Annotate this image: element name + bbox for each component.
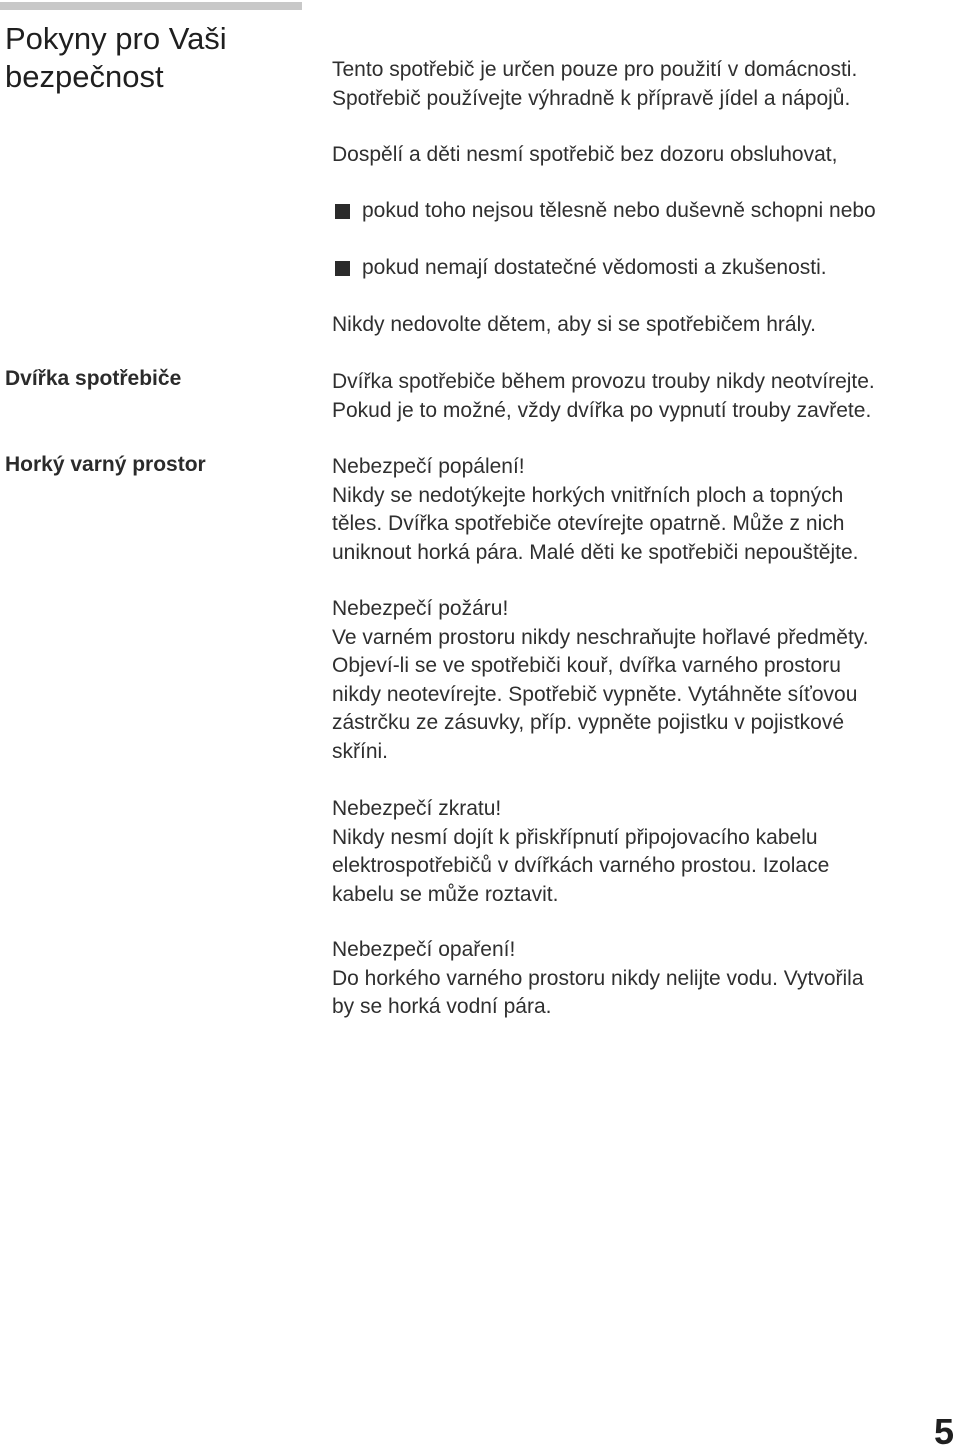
bullet-item xyxy=(335,254,950,282)
warning-heading: Nebezpečí opaření! xyxy=(332,938,516,961)
intro-line: Tento spotřebič je určen pouze pro použití v domácnosti. xyxy=(332,58,858,81)
warning-line: elektrospotřebičů v dvířkách varného prostou. Izolace xyxy=(332,854,830,877)
intro-paragraph xyxy=(332,56,947,113)
square-bullet-icon xyxy=(335,261,350,276)
section-title: Pokyny pro Vaši bezpečnost xyxy=(5,21,227,94)
warning-line: Objeví-li se ve spotřebiči kouř, dvířka varného prostoru xyxy=(332,654,841,677)
warning-line: kabelu se může roztavit. xyxy=(332,882,559,906)
intro-line: Spotřebič používejte výhradně k přípravě jídel a nápojů. xyxy=(332,86,851,110)
door-label: Dvířka spotřebiče xyxy=(5,367,182,390)
hot-cavity-label: Horký varný prostor xyxy=(5,453,206,476)
warning-line: Do horkého varného prostoru nikdy nelijte vodu. Vytvořila xyxy=(332,966,864,990)
bullet-text: pokud toho nejsou tělesně nebo duševně schopni nebo xyxy=(362,199,876,222)
warning-line: zástrčku ze zásuvky, příp. vypněte pojistku v pojistkové xyxy=(332,711,844,734)
door-line: Pokud je to možné, vždy dvířka po vypnutí trouby zavřete. xyxy=(332,398,872,422)
warning-heading: Nebezpečí popálení! xyxy=(332,455,525,478)
warning-line: by se horká vodní pára. xyxy=(332,995,552,1018)
page-number: 5 xyxy=(934,1411,955,1452)
supervision-lead-text: Dospělí a děti nesmí spotřebič bez dozoru obsluhovat, xyxy=(332,143,838,166)
warning-line: skříni. xyxy=(332,739,389,763)
short-circuit-warning xyxy=(332,795,947,909)
children-note-text: Nikdy nedovolte dětem, aby si se spotřebičem hrály. xyxy=(332,313,817,336)
warning-line: Ve varném prostoru nikdy neschraňujte hořlavé předměty. xyxy=(332,625,869,649)
burn-warning xyxy=(332,453,947,567)
warning-line: nikdy neotevírejte. Spotřebič vypněte. Vytáhněte síťovou xyxy=(332,682,858,706)
bullet-item xyxy=(335,197,950,225)
supervision-lead xyxy=(332,141,947,170)
fire-warning xyxy=(332,595,947,766)
children-note xyxy=(332,311,947,340)
warning-line: těles. Dvířka spotřebiče otevírejte opatrně. Může z nich xyxy=(332,512,845,535)
warning-line: uniknout horká pára. Malé děti ke spotřebiči nepouštějte. xyxy=(332,540,859,564)
top-rule xyxy=(0,2,302,10)
warning-line: Nikdy se nedotýkejte horkých vnitřních ploch a topných xyxy=(332,483,844,507)
warning-heading: Nebezpečí zkratu! xyxy=(332,797,502,820)
scald-warning xyxy=(332,936,947,1022)
warning-heading: Nebezpečí požáru! xyxy=(332,597,509,620)
warning-line: Nikdy nesmí dojít k přiskřípnutí připojovacího kabelu xyxy=(332,825,818,849)
door-paragraph xyxy=(332,368,947,425)
square-bullet-icon xyxy=(335,204,350,219)
door-line: Dvířka spotřebiče během provozu trouby nikdy neotvírejte. xyxy=(332,370,875,393)
bullet-text: pokud nemají dostatečné vědomosti a zkušenosti. xyxy=(362,256,827,279)
